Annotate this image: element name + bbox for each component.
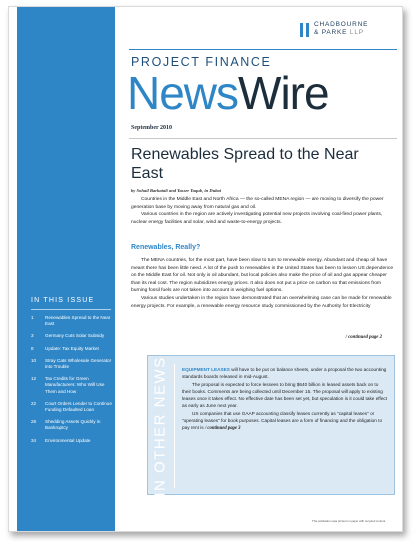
date-rule <box>129 138 397 139</box>
toc-item[interactable] <box>31 401 113 413</box>
toc-item[interactable] <box>31 438 113 444</box>
paragraph: EQUIPMENT LEASES will have to be put on balance sheets, under a proposal the two accounting standards boards released in mid-August. <box>182 367 387 380</box>
toc-page-number: 12 <box>31 376 37 382</box>
newsletter-page <box>8 6 403 532</box>
toc-item[interactable] <box>31 346 113 352</box>
toc-item[interactable] <box>31 333 113 339</box>
masthead-rule <box>129 49 397 50</box>
article-intro <box>131 196 397 226</box>
toc-title: Stray Cats Wholesale Generator into Trouble <box>45 357 112 370</box>
paragraph: Various countries in the region are actively investigating potential new projects involving coal-fired power plants, nuclear energy facilities and solar, wind and waste-to-energy projects. <box>131 212 383 225</box>
toc-title: Update: Tax Equity Market <box>45 345 99 351</box>
article-headline: Renewables Spread to the Near East <box>131 146 359 182</box>
toc-item[interactable] <box>31 315 113 327</box>
toc-item[interactable] <box>31 419 113 431</box>
continued-link[interactable]: / continued page 2 <box>345 335 382 340</box>
issue-date: September 2010 <box>131 125 173 131</box>
toc-title: Renewables Spread to the Near East <box>45 315 111 327</box>
paragraph: Countries in the Middle East and North Africa — the so-called MENA region — are moving to diversify the power generation base by moving away from natural gas and oil. <box>131 197 384 210</box>
toc-title: Environmental Update <box>45 437 91 443</box>
news-keyword: EQUIPMENT LEASES <box>182 367 230 372</box>
toc-page-number: 1 <box>31 315 34 320</box>
article-body <box>131 257 397 310</box>
article-byline: by Sohail Barkatali and Yasser Yaqub, in Dubai <box>131 188 222 193</box>
other-news-text <box>182 366 388 433</box>
paragraph: Various studies undertaken in the region have demonstrated that an overwhelming case can be made for renewable energy projects. For example, a renewable energy resource study commissioned by the Authority for Electricity <box>131 295 392 309</box>
toc-title: Court Orders Lender to Continue Funding Defaulted Loan <box>45 400 112 413</box>
toc-title: Tax Credits for Green Manufacturers: Who Will Use Them and How <box>45 376 105 394</box>
in-other-news-label: IN OTHER NEWS <box>151 355 169 497</box>
print-footnote: This publication was printed on paper with recycled content. <box>311 519 386 523</box>
toc-page-number: 22 <box>31 400 37 406</box>
in-other-news-box <box>147 355 395 495</box>
sidebar-divider <box>31 309 111 310</box>
toc-title: Shedding Assets Quickly in Bankruptcy <box>45 419 101 431</box>
news-box-divider <box>174 364 175 488</box>
paragraph: The proposal is expected to force lessees to bring $640 billion in leased assets back on to their books. Comments are being collected until December 15. The proposal will apply to existing leases once it takes effect. No effective date has been set yet, but speculation is it could take effect as early as June next year. <box>182 381 388 409</box>
toc-page-number: 3 <box>31 333 34 339</box>
logo-mark-icon <box>300 23 309 37</box>
table-of-contents <box>31 315 113 450</box>
in-this-issue-heading: IN THIS ISSUE <box>31 297 95 304</box>
article-subhead: Renewables, Really? <box>131 244 201 251</box>
logo-line-2: & PARKE LLP <box>314 29 364 36</box>
logo-line-1: CHADBOURNE <box>314 21 369 28</box>
toc-item[interactable] <box>31 376 113 395</box>
firm-logo <box>314 21 388 41</box>
toc-page-number: 8 <box>31 345 34 351</box>
toc-page-number: 28 <box>31 419 37 425</box>
publication-pretitle: PROJECT FINANCE <box>131 55 272 69</box>
toc-title: Germany Cuts Solar Subsidy <box>45 333 105 339</box>
toc-item[interactable] <box>31 358 113 370</box>
continued-link[interactable]: / continued page 3 <box>204 426 241 432</box>
publication-title: NewsWire <box>127 67 329 119</box>
toc-page-number: 10 <box>31 357 37 363</box>
paragraph: The MENA countries, for the most part, have been slow to turn to renewable energy. Abundant and cheap oil have meant there has been little need. A lot of the push to renewables in the United States has been to lessen US dependence on the Middle East for oil. Not only is oil abundant, but local policies also make the price of oil and gas appear cheaper than its real cost. The region subsidizes energy prices. It also does not put a price on carbon so that emissions from burning fossil fuels are not taken into account in weighing fuel options. <box>131 258 394 294</box>
toc-page-number: 34 <box>31 437 37 443</box>
paragraph: US companies that use GAAP accounting classify leases currently as "capital leases" or "operating leases" for book purposes. Capital leases are a form of financing and the obligation to pay rent is / continued page 3 <box>182 410 383 432</box>
left-sidebar <box>17 7 115 532</box>
